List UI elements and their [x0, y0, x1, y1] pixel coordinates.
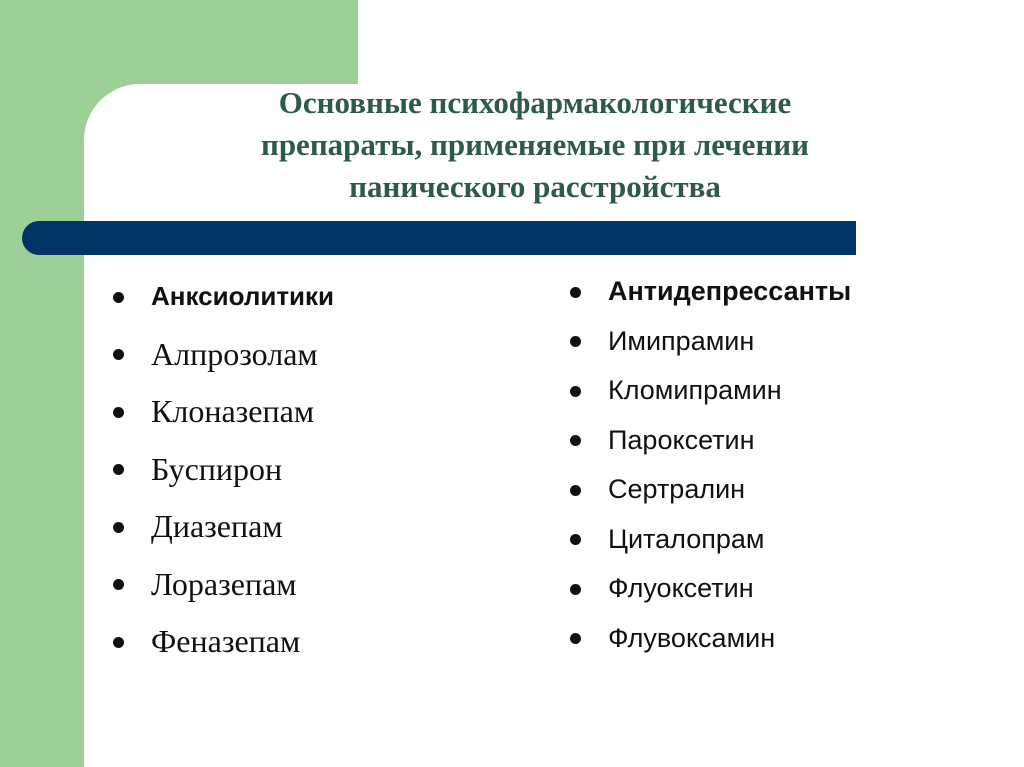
- list-item: [113, 383, 334, 441]
- list-heading-label: Антидепрессанты: [608, 276, 852, 306]
- bullet-icon: [570, 336, 581, 347]
- list-item: [570, 515, 851, 565]
- list-item-label: Кломипрамин: [608, 375, 782, 405]
- antidepressants-list: [570, 267, 851, 663]
- list-heading: [113, 268, 334, 326]
- title-line: Основные психофармакологические: [278, 85, 792, 120]
- list-item: [113, 498, 334, 556]
- title-line: препараты, применяемые при лечении: [260, 127, 810, 162]
- list-item-label: Флувоксамин: [608, 622, 776, 653]
- bullet-icon: [113, 464, 124, 475]
- list-item-label: Алпрозолам: [151, 335, 318, 372]
- bullet-icon: [570, 287, 581, 298]
- bullet-icon: [570, 584, 581, 595]
- list-item-label: Феназепам: [151, 623, 301, 659]
- list-item: [570, 465, 851, 515]
- list-item-label: Буспирон: [151, 450, 283, 487]
- bullet-icon: [113, 637, 124, 648]
- bullet-icon: [113, 522, 124, 533]
- list-item: [570, 317, 851, 367]
- list-item: [113, 441, 334, 499]
- list-item: [113, 556, 334, 614]
- list-item: [570, 614, 851, 664]
- bullet-icon: [570, 386, 581, 397]
- bullet-icon: [113, 407, 124, 418]
- bullet-icon: [570, 534, 581, 545]
- bullet-icon: [113, 579, 124, 590]
- list-item-label: Клоназепам: [151, 393, 315, 429]
- anxiolytics-list: [113, 268, 334, 671]
- list-item: [570, 564, 851, 614]
- decor-green-strip: [0, 0, 84, 767]
- bullet-icon: [113, 349, 124, 360]
- list-item-label: Лоразепам: [151, 565, 297, 602]
- list-heading: [570, 267, 851, 317]
- list-item: [570, 416, 851, 466]
- slide-title: [150, 82, 920, 208]
- bullet-icon: [570, 485, 581, 496]
- list-item: [113, 613, 334, 671]
- title-divider-bar: [22, 221, 856, 255]
- bullet-icon: [113, 292, 124, 303]
- bullet-icon: [570, 633, 581, 644]
- list-item-label: Циталопрам: [608, 523, 765, 554]
- list-item-label: Диазепам: [151, 508, 283, 544]
- bullet-icon: [570, 435, 581, 446]
- list-item-label: Сертралин: [608, 474, 746, 504]
- list-item-label: Имипрамин: [608, 325, 755, 356]
- title-line: панического расстройства: [349, 169, 721, 204]
- list-heading-label: Анксиолитики: [151, 281, 335, 311]
- list-item-label: Пароксетин: [608, 424, 755, 455]
- list-item: [570, 366, 851, 416]
- list-item-label: Флуоксетин: [608, 573, 754, 603]
- list-item: [113, 326, 334, 384]
